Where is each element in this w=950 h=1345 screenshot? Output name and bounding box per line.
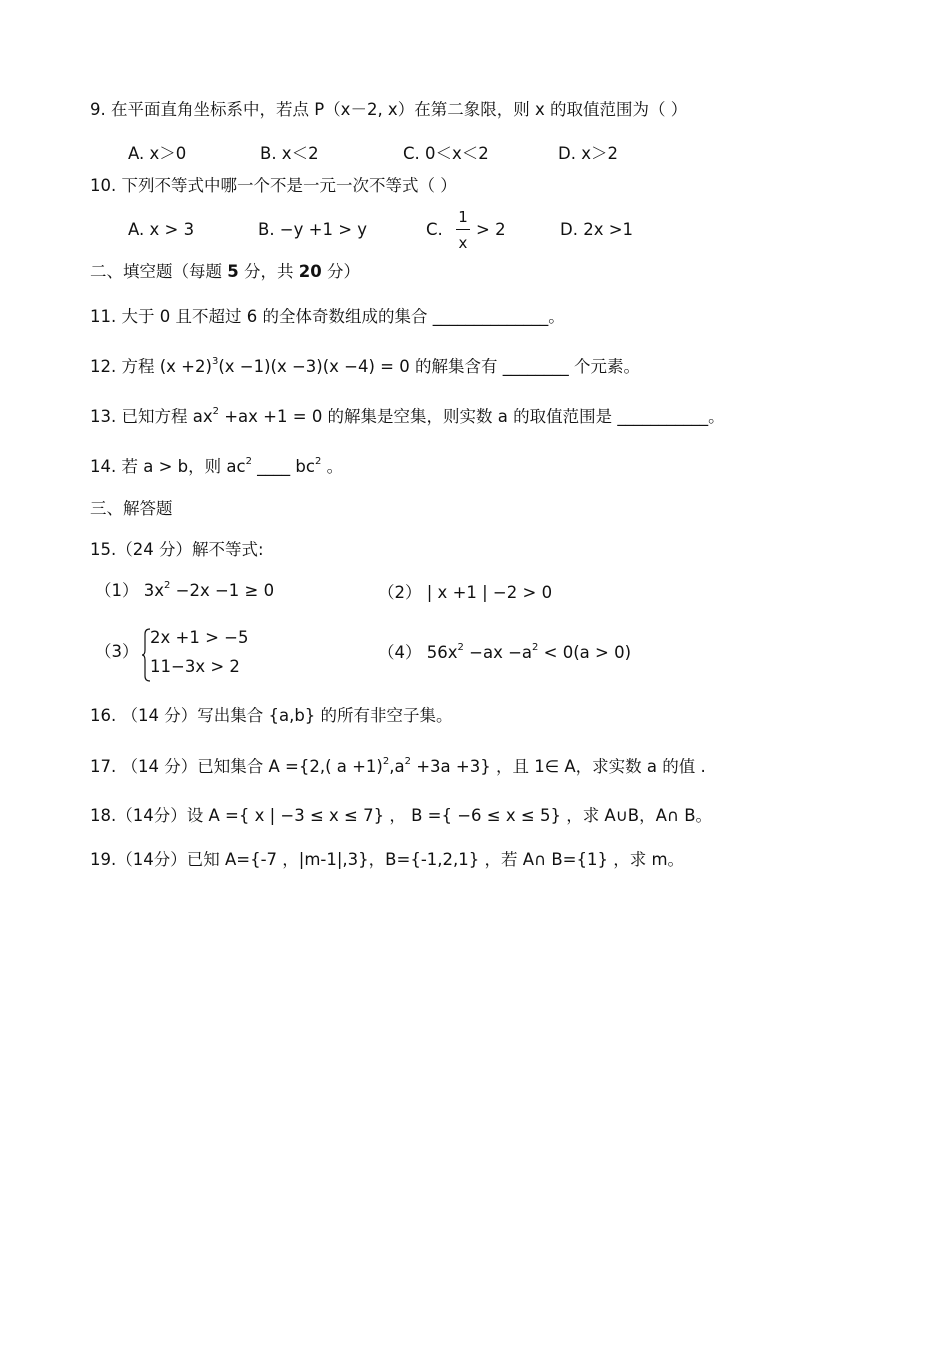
part-1-pre: 3x <box>143 581 165 600</box>
question-9-stem: 9. 在平面直角坐标系中，若点 P（x－2, x）在第二象限，则 x 的取值范围为（ ） <box>90 100 688 119</box>
question-9-option-c: C. 0＜x＜2 <box>403 144 489 163</box>
question-14 <box>90 457 343 477</box>
question-10-option-b: B. −y +1 > y <box>258 220 368 239</box>
question-10-stem: 10. 下列不等式中哪一个不是一元一次不等式（ ） <box>90 176 457 195</box>
question-9-option-a: A. x＞0 <box>128 144 187 163</box>
section-2-title-pre: 二、填空题（每题 <box>90 262 228 281</box>
question-17 <box>90 757 706 777</box>
question-10-option-c-denominator: x <box>458 234 468 252</box>
question-13 <box>90 407 725 427</box>
part-4-mid: −ax −a <box>463 643 533 662</box>
question-14-exponent-2: 2 <box>314 455 322 467</box>
question-18: 18.（14分）设 A ={ x | −3 ≤ x ≤ 7} ， B ={ −6 ≤ x ≤ 5} ，求 A∪B，A∩ B。 <box>90 806 713 825</box>
question-11: 11. 大于 0 且不超过 6 的全体奇数组成的集合 ______________。 <box>90 307 565 326</box>
part-4-post: < 0(a > 0) <box>538 643 632 662</box>
question-13-pre: 13. 已知方程 ax <box>90 407 213 426</box>
question-12 <box>90 357 640 377</box>
question-15-part-3-line-2: 11−3x > 2 <box>150 657 240 676</box>
question-10-option-d: D. 2x >1 <box>560 220 634 239</box>
section-3-title: 三、解答题 <box>90 499 173 518</box>
section-2-title-post: 分） <box>321 262 360 281</box>
question-17-post: +3a +3} ，且 1∈ A，求实数 a 的值 . <box>410 757 706 776</box>
question-17-exponent-2: 2 <box>404 755 411 767</box>
question-9-option-b: B. x＜2 <box>260 144 319 163</box>
part-1-post: −2x −1 ≥ 0 <box>170 581 275 600</box>
section-2-points: 5 <box>227 262 239 281</box>
question-15-part-2 <box>378 583 552 603</box>
part-4-exponent-1: 2 <box>457 641 464 653</box>
question-10-option-a: A. x > 3 <box>128 220 195 239</box>
question-10-option-c-numerator: 1 <box>458 208 468 226</box>
fraction-bar <box>456 229 470 230</box>
question-15-stem: 15.（24 分）解不等式: <box>90 540 264 559</box>
question-13-exponent: 2 <box>212 405 219 417</box>
question-10-option-c-rest: > 2 <box>476 220 506 239</box>
question-15-part-3-line-1: 2x +1 > −5 <box>150 628 249 647</box>
question-14-post: 。 <box>321 457 344 476</box>
part-2-label: （2） <box>378 583 422 602</box>
question-17-exponent-1: 2 <box>382 755 390 767</box>
question-12-post: (x −1)(x −3)(x −4) = 0 的解集含有 ________ 个元素。 <box>218 357 640 376</box>
part-1-label: （1） <box>95 581 139 600</box>
part-2-text: | x +1 | −2 > 0 <box>426 583 553 602</box>
question-15-part-4 <box>378 643 631 663</box>
section-2-title-mid: 分，共 <box>238 262 299 281</box>
question-15-part-1 <box>95 581 274 601</box>
question-9-option-d: D. x＞2 <box>558 144 618 163</box>
question-12-pre: 12. 方程 (x +2) <box>90 357 212 376</box>
question-14-mid: ____ bc <box>251 457 315 476</box>
section-2-title <box>90 262 360 282</box>
part-4-exponent-2: 2 <box>532 641 539 653</box>
section-2-total: 20 <box>298 262 322 281</box>
question-14-exponent-1: 2 <box>245 455 252 467</box>
question-15-part-3-label: （3） <box>95 642 139 661</box>
question-17-mid: ,a <box>389 757 405 776</box>
part-4-pre: 56x <box>426 643 458 662</box>
question-17-pre: 17. （14 分）已知集合 A ={2,( a +1) <box>90 757 383 776</box>
question-14-pre: 14. 若 a > b，则 ac <box>90 457 246 476</box>
question-19: 19.（14分）已知 A={-7 ，|m-1|,3}，B={-1,2,1} ，若 A∩ B={1} ，求 m。 <box>90 850 685 869</box>
question-16: 16. （14 分）写出集合 {a,b} 的所有非空子集。 <box>90 706 453 725</box>
part-1-exponent: 2 <box>164 579 171 591</box>
question-13-post: +ax +1 = 0 的解集是空集，则实数 a 的取值范围是 ___________。 <box>218 407 725 426</box>
question-10-option-c-label: C. <box>426 220 443 239</box>
part-4-label: （4） <box>378 643 422 662</box>
question-12-exponent: 3 <box>211 355 219 367</box>
